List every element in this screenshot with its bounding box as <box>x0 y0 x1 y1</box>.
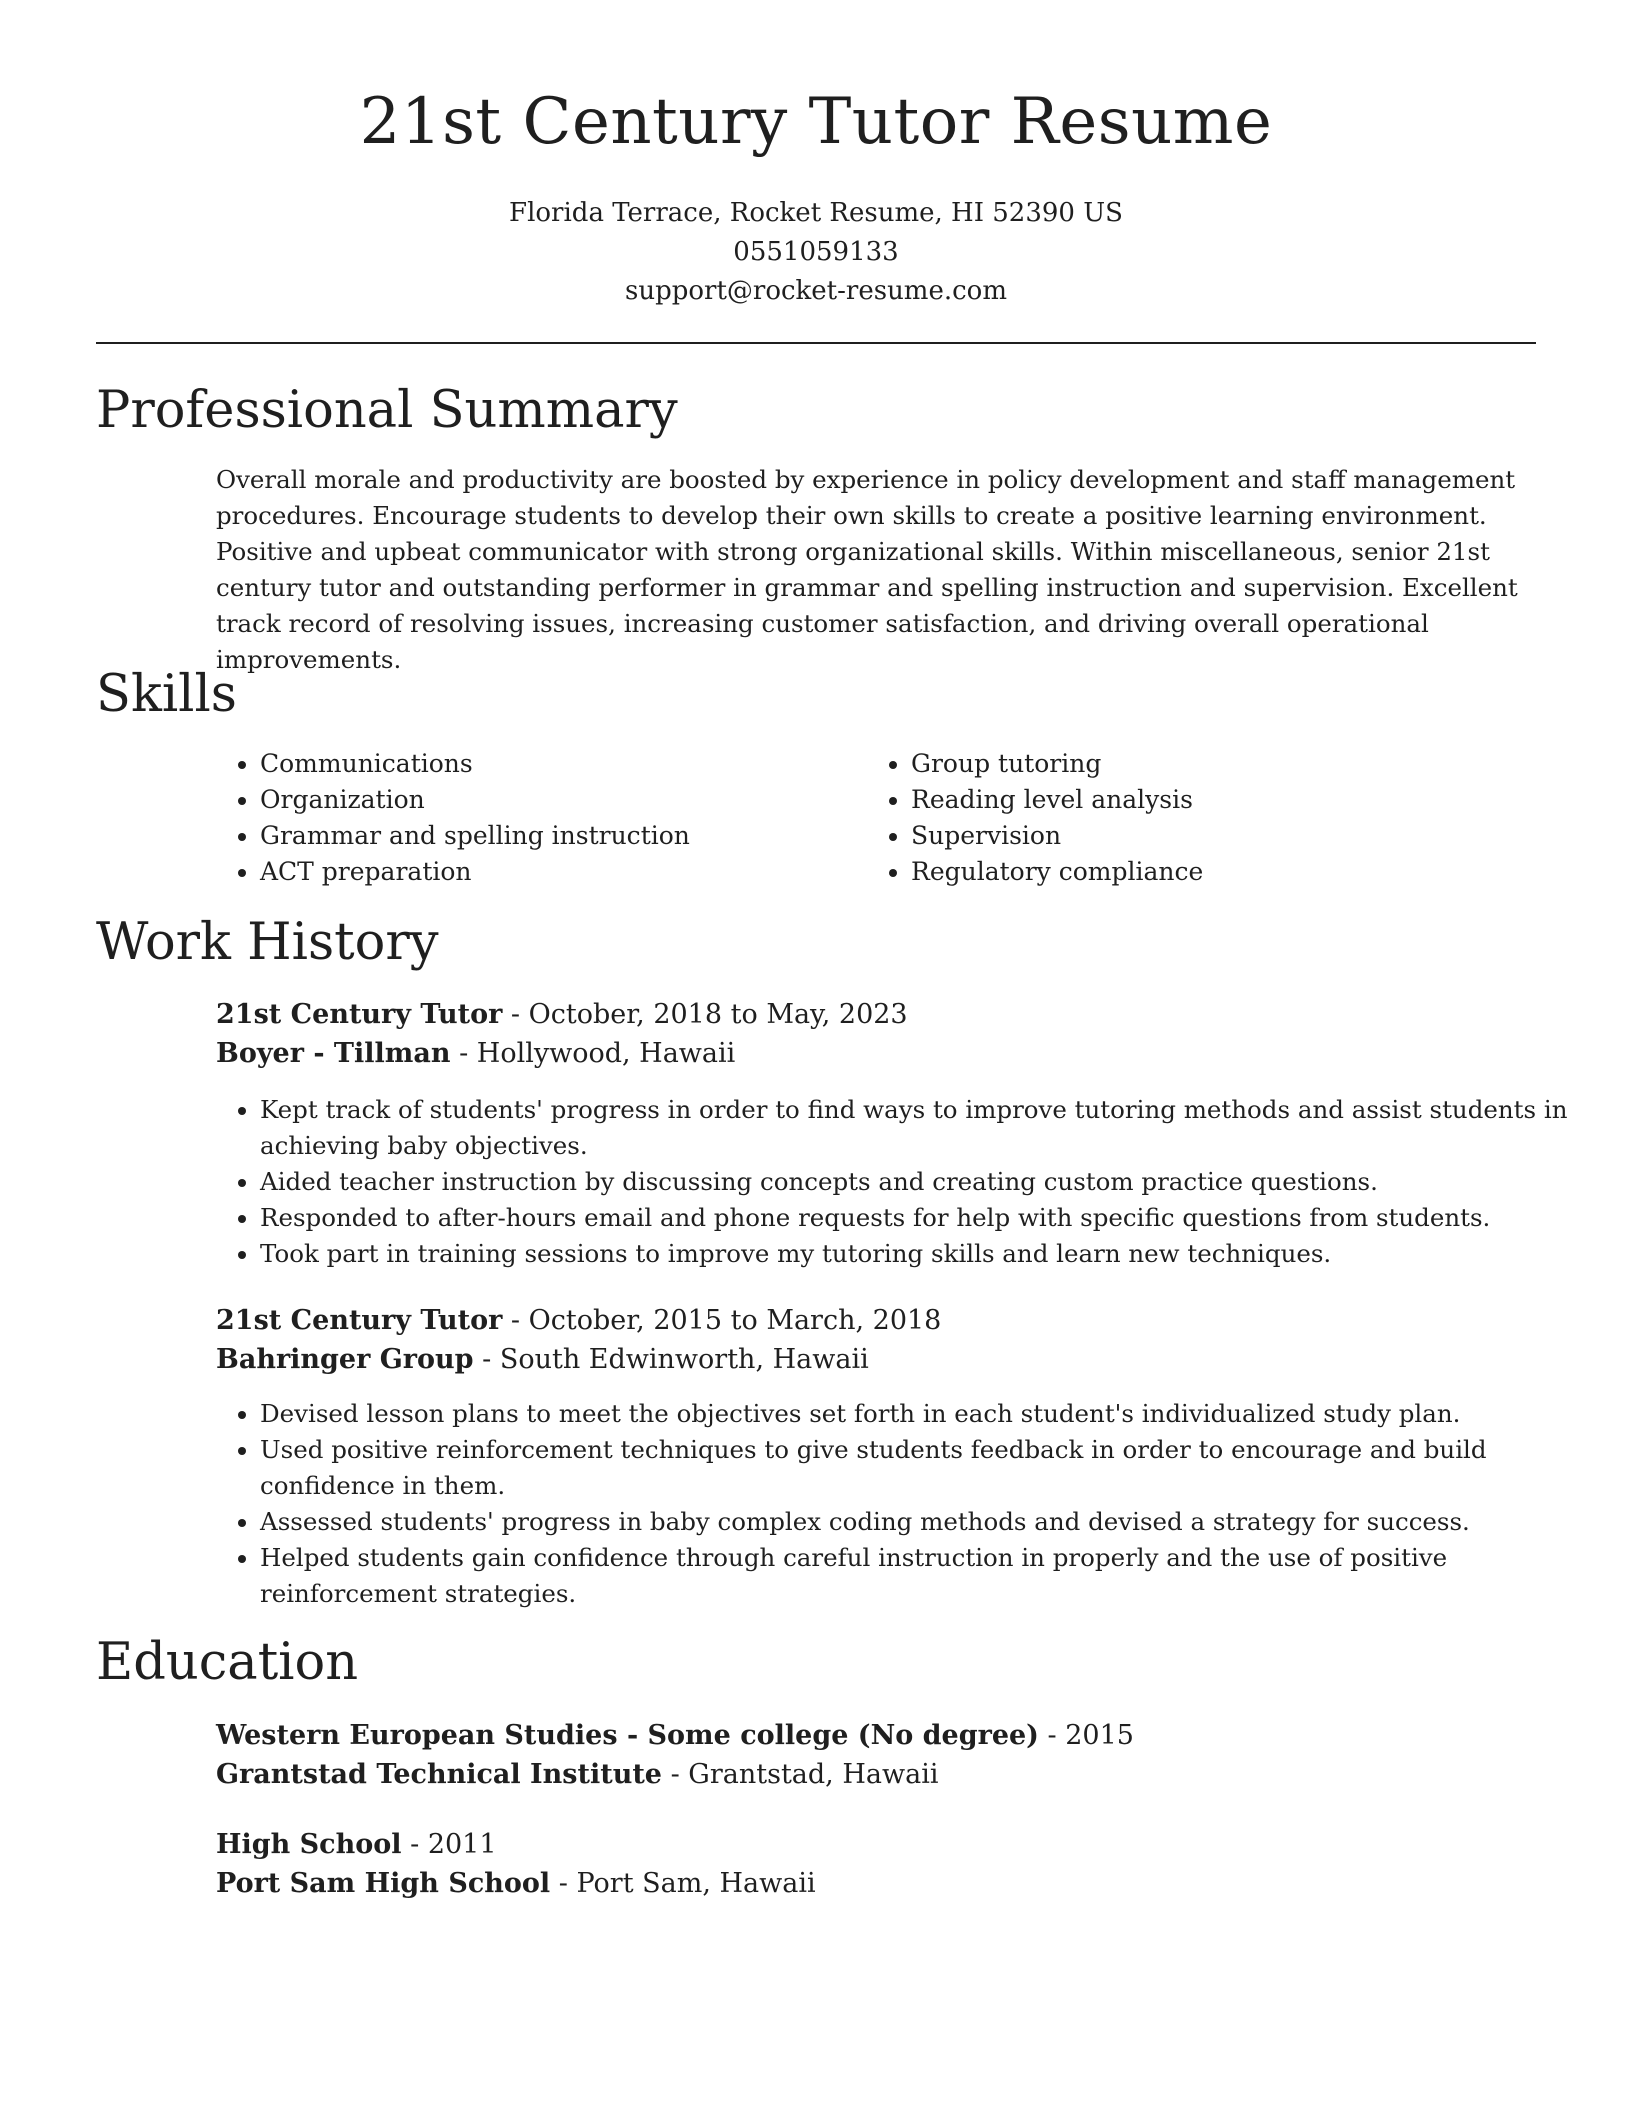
education-heading: Education <box>96 1633 359 1692</box>
job-dates: - October, 2018 to May, 2023 <box>502 999 908 1030</box>
job-bullet: • Took part in training sessions to improve my tutoring skills and learn new techniques. <box>260 1236 1580 1272</box>
contact-block <box>0 194 1632 311</box>
job-title: 21st Century Tutor <box>216 1305 503 1336</box>
contact-address: Florida Terrace, Rocket Resume, HI 52390 US <box>509 198 1123 228</box>
skill-item: • Group tutoring <box>911 746 1531 782</box>
skill-item: • Supervision <box>911 818 1531 854</box>
education-program-line <box>216 1716 1134 1755</box>
job-header <box>216 995 908 1073</box>
skills-list-left <box>216 746 820 890</box>
skill-item: • ACT preparation <box>260 854 820 890</box>
job-header <box>216 1301 941 1379</box>
job-bullet: • Responded to after-hours email and phone requests for help with specific questions from students. <box>260 1200 1580 1236</box>
skill-item: • Reading level analysis <box>911 782 1531 818</box>
job-bullets <box>216 1092 1580 1272</box>
skills-list-right <box>867 746 1531 890</box>
skill-item: • Organization <box>260 782 820 818</box>
job-bullet: • Helped students gain confidence through careful instruction in properly and the use of positive reinforcement strategies. <box>260 1540 1580 1612</box>
job-title-line <box>216 995 908 1034</box>
skill-item: • Communications <box>260 746 820 782</box>
skills-heading: Skills <box>96 665 237 724</box>
education-year: - 2015 <box>1038 1720 1134 1751</box>
job-location: - South Edwinworth, Hawaii <box>473 1344 869 1375</box>
summary-text: Overall morale and productivity are boosted by experience in policy development and staff management procedures. Encourage students to develop their own skills to create a positive learning environment. Positive and upbeat communicator with strong organizational skills. Within miscellaneous, senior 21st century tutor and outstanding performer in grammar and spelling instruction and supervision. Excellent track record of resolving issues, increasing customer satisfaction, and driving overall operational improvements. <box>216 465 1518 674</box>
job-bullet: • Assessed students' progress in baby complex coding methods and devised a strategy for success. <box>260 1504 1580 1540</box>
education-school: Grantstad Technical Institute <box>216 1759 662 1790</box>
education-school-line <box>216 1755 1134 1794</box>
work-heading: Work History <box>96 913 439 972</box>
job-company: Boyer - Tillman <box>216 1038 451 1069</box>
education-school: Port Sam High School <box>216 1868 551 1899</box>
job-dates: - October, 2015 to March, 2018 <box>502 1305 942 1336</box>
skill-item: • Grammar and spelling instruction <box>260 818 820 854</box>
job-bullet: • Devised lesson plans to meet the objectives set forth in each student's individualized study plan. <box>260 1396 1580 1432</box>
education-entry <box>216 1825 816 1903</box>
job-location: - Hollywood, Hawaii <box>450 1038 736 1069</box>
job-company-line <box>216 1034 908 1073</box>
contact-phone: 0551059133 <box>733 237 899 267</box>
job-bullet: • Used positive reinforcement techniques to give students feedback in order to encourage and build confidence in them. <box>260 1432 1580 1504</box>
summary-heading: Professional Summary <box>96 381 678 440</box>
job-title: 21st Century Tutor <box>216 999 503 1030</box>
education-program: High School <box>216 1829 402 1860</box>
education-entry <box>216 1716 1134 1794</box>
contact-email: support@rocket-resume.com <box>624 276 1007 306</box>
job-bullet: • Kept track of students' progress in order to find ways to improve tutoring methods and assist students in achieving baby objectives. <box>260 1092 1580 1164</box>
education-school-line <box>216 1864 816 1903</box>
skill-item: • Regulatory compliance <box>911 854 1531 890</box>
education-location: - Port Sam, Hawaii <box>550 1868 816 1899</box>
header-divider <box>96 342 1536 344</box>
job-company: Bahringer Group <box>216 1344 474 1375</box>
education-program-line <box>216 1825 816 1864</box>
job-bullets <box>216 1396 1580 1612</box>
education-program: Western European Studies - Some college (No degree) <box>216 1720 1039 1751</box>
job-company-line <box>216 1340 941 1379</box>
resume-title: 21st Century Tutor Resume <box>359 85 1273 159</box>
job-title-line <box>216 1301 941 1340</box>
education-location: - Grantstad, Hawaii <box>662 1759 939 1790</box>
job-bullet: • Aided teacher instruction by discussing concepts and creating custom practice questions. <box>260 1164 1580 1200</box>
education-year: - 2011 <box>401 1829 497 1860</box>
